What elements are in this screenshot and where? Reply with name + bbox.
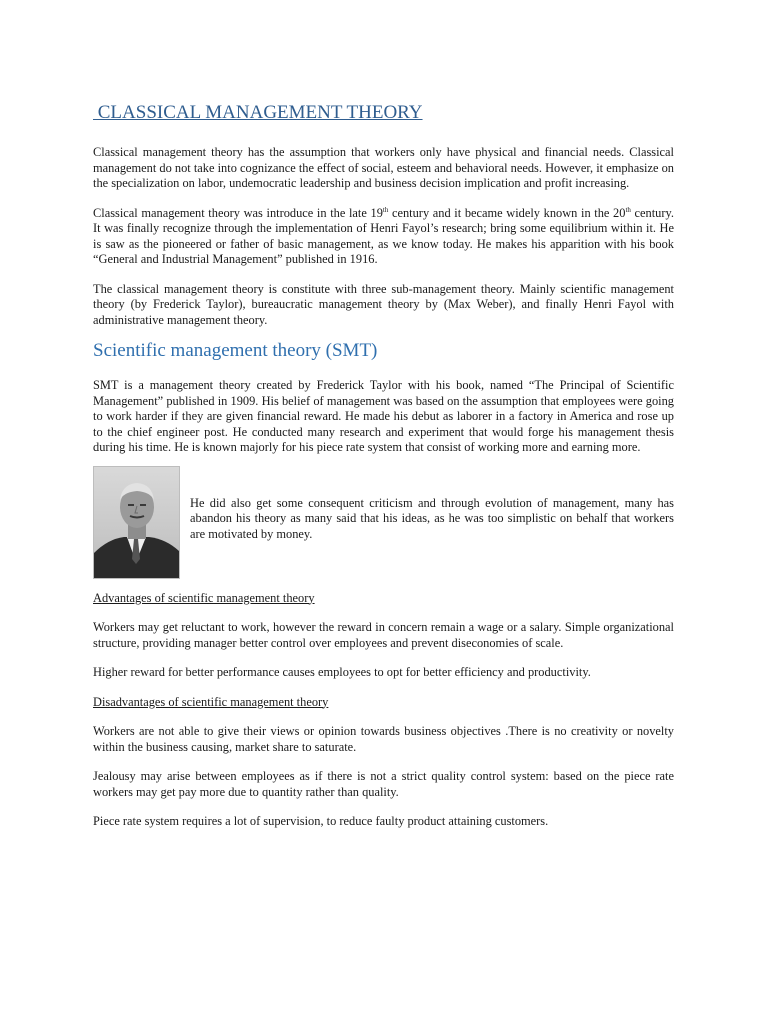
smt-paragraph-1: SMT is a management theory created by Frederick Taylor with his book, named “The Principal of Scientific Management” published in 1909. His belief of management was based on the assumption that employees were going to work harder if they are given financial reward. He made his debut as laborer in a factory in America and rose up to the chief engineer post. He conducted many research and experiment that would forge his management thesis during his time. He is known majorly for his piece rate system that consist of working more and earning more. [93, 378, 674, 454]
intro-paragraph-2-part-a: Classical management theory was introduce in the late 19 [93, 205, 383, 220]
superscript-th-1: th [382, 205, 389, 214]
intro-paragraph-3: The classical management theory is constitute with three sub-management theory. Mainly scientific management theory (by Frederick Taylor), bureaucratic management theory by (Max Weber), and finally Henri Fayol with administrative management theory. [93, 281, 674, 327]
intro-paragraph-2-part-c: century. It was finally recognize through the implementation of Henri Fayol’s research; bring some equilibrium within it. He is saw as the pioneered or father of basic management, as we know today. He makes his apparition with his book “General and Industrial Management” published in 1916. [93, 205, 674, 266]
advantages-paragraph-1: Workers may get reluctant to work, however the reward in concern remain a wage or a salary. Simple organizational structure, providing manager better control over employees and prevent diseconomies of scale. [93, 620, 674, 650]
document-content [93, 100, 674, 844]
portrait-illustration [94, 467, 179, 578]
portrait-row [93, 466, 674, 579]
advantages-paragraph-2: Higher reward for better performance causes employees to opt for better efficiency and productivity. [93, 665, 591, 679]
intro-paragraph-2-part-b: century and it became widely known in the 20 [388, 205, 626, 220]
advantages-heading: Advantages of scientific management theory [93, 590, 315, 605]
page-title: CLASSICAL MANAGEMENT THEORY [93, 102, 423, 123]
superscript-th-2: th [625, 205, 631, 214]
intro-paragraph-2 [93, 206, 674, 268]
smt-paragraph-2: He did also get some consequent criticism and through evolution of management, many has abandon his theory as many said that his ideas, as he was too simplistic on behalf that workers are motivated by money. [190, 495, 674, 541]
disadvantages-paragraph-3: Piece rate system requires a lot of supervision, to reduce faulty product attaining customers. [93, 814, 549, 828]
intro-paragraph-1: Classical management theory has the assumption that workers only have physical and financial needs. Classical management do not take into cognizance the effect of social, esteem and behavioral needs. However, it emphasize on the specialization on labor, undemocratic leadership and business decision implication and profit increasing. [93, 145, 674, 190]
disadvantages-paragraph-1: Workers are not able to give their views or opinion towards business objectives .There is no creativity or novelty within the business causing, market share to saturate. [93, 724, 674, 754]
disadvantages-paragraph-2: Jealousy may arise between employees as if there is not a strict quality control system: based on the piece rate workers may get pay more due to quantity rather than quality. [93, 769, 674, 799]
smt-heading: Scientific management theory (SMT) [93, 340, 378, 361]
disadvantages-heading: Disadvantages of scientific management theory [93, 694, 329, 709]
portrait-photo [93, 466, 180, 579]
